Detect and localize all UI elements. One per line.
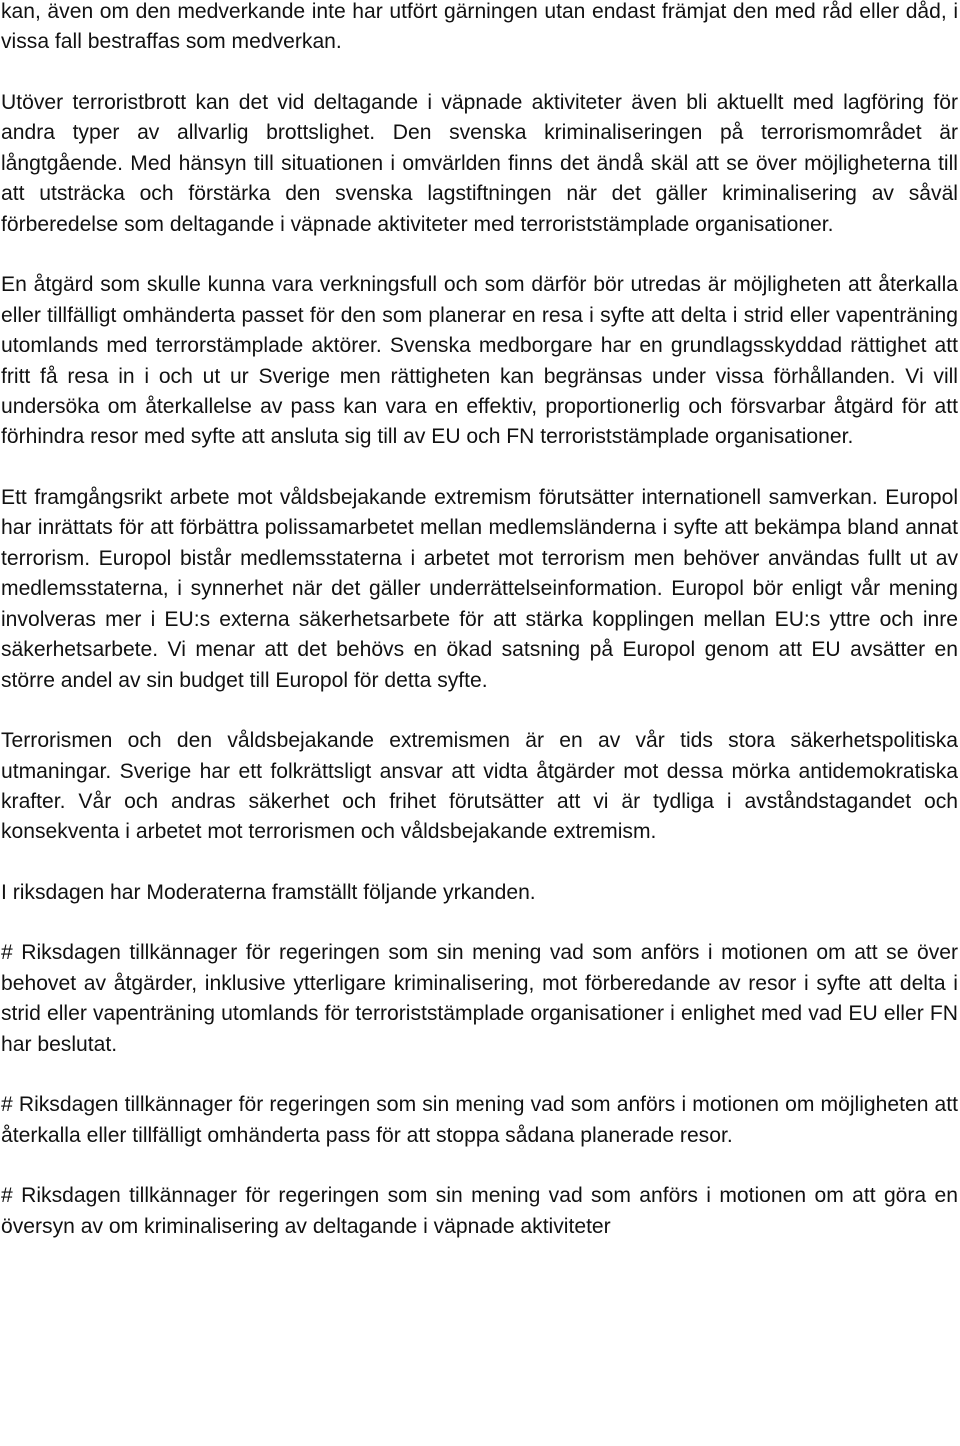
paragraph-lagforing: Utöver terroristbrott kan det vid deltagande i väpnade aktiviteter även bli aktuellt med lagföring för andra typer av allvarlig brottslighet. Den svenska kriminaliseringen på terrorismområdet är långtgående. Med hänsyn till situationen i omvärlden finns det ändå skäl att se över möjligheterna till att utsträcka och förstärka den svenska lagstiftningen när det gäller kriminalisering av såväl förberedelse som deltagande i väpnade aktiviteter med terroriststämplade organisationer. — [1, 90, 958, 236]
paragraph-medverkan: kan, även om den medverkande inte har utfört gärningen utan endast främjat den med råd eller dåd, i vissa fall bestraffas som medverkan. — [1, 0, 958, 54]
yrkande-3: # Riksdagen tillkännager för regeringen som sin mening vad som anförs i motionen om att göra en översyn av om kriminalisering av deltagande i väpnade aktiviteter — [1, 1184, 958, 1238]
paragraph-europol: Ett framgångsrikt arbete mot våldsbejakande extremism förutsätter internationell samverkan. Europol har inrättats för att förbättra polissamarbetet mellan medlemsländerna i syfte att bekämpa bland annat terrorism. Europol bistår medlemsstaterna i arbetet mot terrorism men behöver användas fullt ut av medlemsstaterna, i synnerhet när det gäller underrättelseinformation. Europol bör enligt vår mening involveras mer i EU:s externa säkerhetsarbete för att stärka kopplingen mellan EU:s yttre och inre säkerhetsarbete. Vi menar att det behövs en ökad satsning på Europol genom att EU avsätter en större andel av sin budget till Europol för detta syfte. — [1, 485, 958, 692]
paragraph-pass-atgard: En åtgärd som skulle kunna vara verkningsfull och som därför bör utredas är möjligheten att återkalla eller tillfälligt omhänderta passet för den som planerar en resa i syfte att delta i strid eller vapenträning utomlands med terrorstämplade aktörer. Svenska medborgare har en grundlagsskyddad rättighet att fritt få resa in i och ut ur Sverige men rättigheten kan begränsas under vissa förhållanden. Vi vill undersöka om återkallelse av pass kan vara en effektiv, proportionerlig och försvarbar åtgärd för att förhindra resor med syfte att ansluta sig till av EU och FN terroriststämplade organisationer. — [1, 273, 958, 449]
paragraph-yrkanden-intro: I riksdagen har Moderaterna framställt följande yrkanden. — [1, 880, 536, 904]
yrkande-2: # Riksdagen tillkännager för regeringen som sin mening vad som anförs i motionen om möjligheten att återkalla eller tillfälligt omhänderta pass för att stoppa sådana planerade resor. — [1, 1093, 958, 1147]
paragraph-terrorismen: Terrorismen och den våldsbejakande extremismen är en av vår tids stora säkerhetspolitiska utmaningar. Sverige har ett folkrättsligt ansvar att vidta åtgärder mot dessa mörka antidemokratiska krafter. Vår och andras säkerhet och frihet förutsätter att vi är tydliga i avståndstagandet och konsekventa i arbetet mot terrorismen och våldsbejakande extremism. — [1, 729, 958, 844]
yrkande-1: # Riksdagen tillkännager för regeringen som sin mening vad som anförs i motionen om att se över behovet av åtgärder, inklusive ytterligare kriminalisering, mot förberedande av resor i syfte att delta i strid eller vapenträning utomlands för terroriststämplade organisationer i enlighet med vad EU eller FN har beslutat. — [1, 941, 958, 1056]
